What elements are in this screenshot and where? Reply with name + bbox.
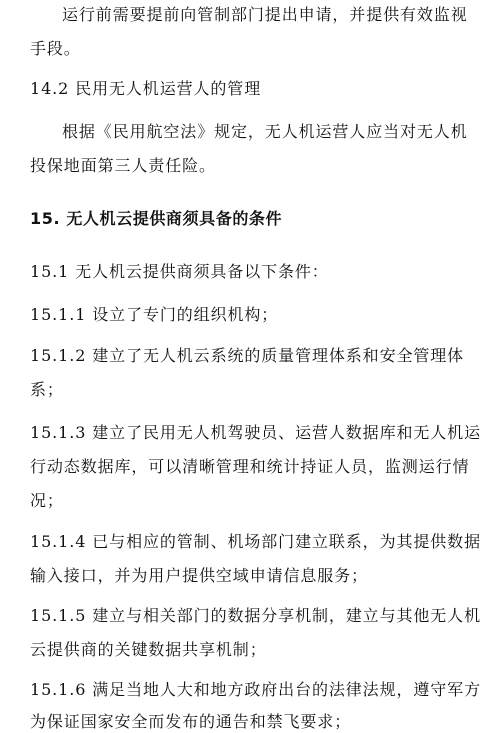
section-14-2-body-line-1: 根据《民用航空法》规定，无人机运营人应当对无人机 [62, 122, 468, 141]
intro-paragraph-line-1: 运行前需要提前向管制部门提出申请，并提供有效监视 [62, 5, 468, 24]
item-15-1-3-line-2: 行动态数据库，可以清晰管理和统计持证人员，监测运行情 [30, 457, 470, 476]
item-15-1-2-line-2: 系； [30, 380, 64, 399]
item-15-1-6-line-2: 为保证国家安全而发布的通告和禁飞要求； [30, 712, 352, 731]
section-14-2-body-line-2: 投保地面第三人责任险。 [30, 156, 216, 175]
item-15-1-5-line-2: 云提供商的关键数据共享机制； [30, 640, 267, 659]
item-15-1-4-line-1: 15.1.4 已与相应的管制、机场部门建立联系，为其提供数据 [30, 532, 481, 551]
section-15-heading: 15. 无人机云提供商须具备的条件 [30, 209, 283, 228]
item-15-1-1-line-1: 15.1.1 设立了专门的组织机构； [30, 305, 279, 324]
item-15-1-2-line-1: 15.1.2 建立了无人机云系统的质量管理体系和安全管理体 [30, 346, 465, 365]
section-15-1-intro: 15.1 无人机云提供商须具备以下条件： [30, 262, 329, 281]
item-15-1-3-line-1: 15.1.3 建立了民用无人机驾驶员、运营人数据库和无人机运 [30, 423, 481, 442]
intro-paragraph-line-2: 手段。 [30, 39, 81, 58]
item-15-1-6-line-1: 15.1.6 满足当地人大和地方政府出台的法律法规，遵守军方 [30, 680, 481, 699]
item-15-1-4-line-2: 输入接口，并为用户提供空域申请信息服务； [30, 566, 369, 585]
item-15-1-5-line-1: 15.1.5 建立与相关部门的数据分享机制，建立与其他无人机 [30, 606, 481, 625]
section-14-2-title: 14.2 民用无人机运营人的管理 [30, 79, 262, 98]
item-15-1-3-line-3: 况； [30, 491, 64, 510]
